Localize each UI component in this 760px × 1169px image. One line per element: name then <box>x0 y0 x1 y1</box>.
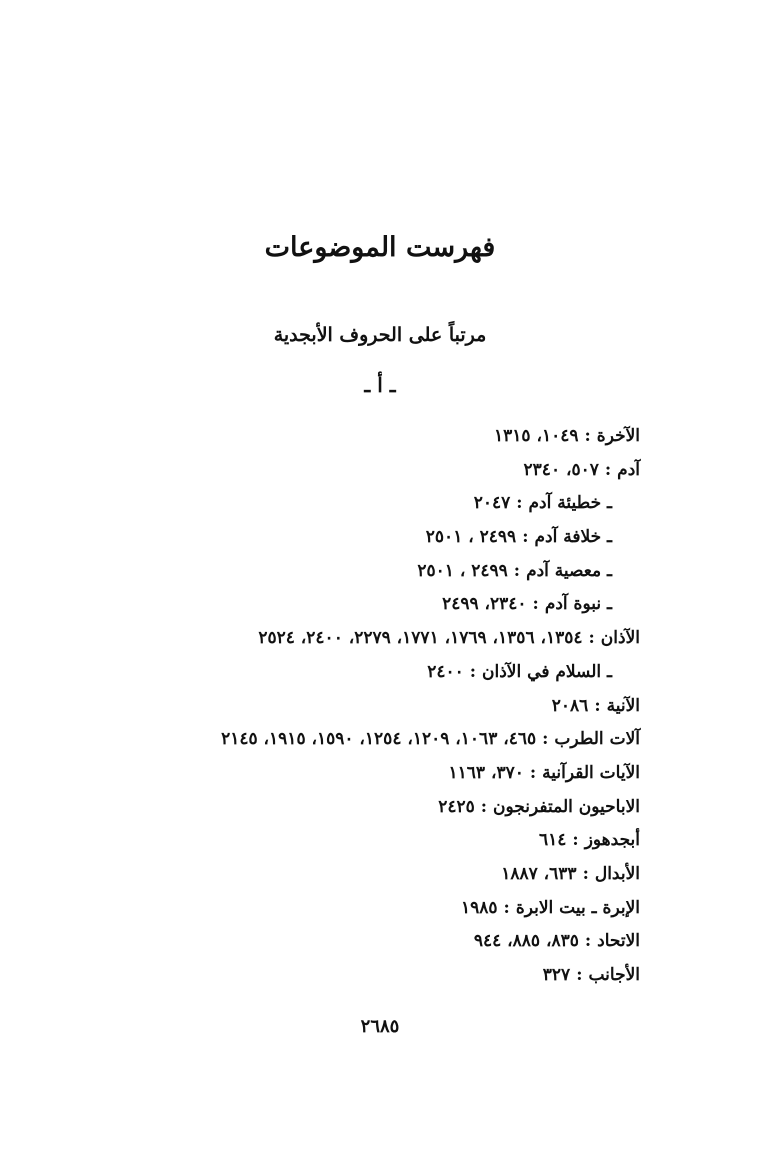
entry-pages: ٢٤٩٩ ، ٢٥٠١ <box>417 560 508 581</box>
letter-section-heading: ـ أ ـ <box>364 373 396 397</box>
entry-term: الاتحاد <box>597 931 640 952</box>
index-entry: الأبدال:٦٣٣، ١٨٨٧ <box>501 863 640 884</box>
page-number: ٢٦٨٥ <box>360 1016 400 1037</box>
index-entry: الآذان:١٣٥٤، ١٣٥٦، ١٧٦٩، ١٧٧١، ٢٢٧٩، ٢٤٠٠، ٢٥٢٤ <box>258 628 640 649</box>
entry-term: أبجدهوز <box>584 830 640 851</box>
entry-pages: ٤٦٥، ١٠٦٣، ١٢٠٩، ١٢٥٤، ١٥٩٠، ١٩١٥، ٢١٤٥ <box>221 729 537 750</box>
index-entry: آدم:٥٠٧، ٢٣٤٠ <box>523 459 640 480</box>
entry-term: الاباحيون المتفرنجون <box>493 796 640 817</box>
entry-term: الآنية <box>606 695 640 716</box>
index-entry: الإبرة ـ بيت الابرة:١٩٨٥ <box>461 897 640 918</box>
index-subentry: ـ خطيئة آدم:٢٠٤٧ <box>473 493 612 514</box>
entry-pages: ٢٠٨٦ <box>551 695 589 716</box>
page-subtitle: مرتباً على الحروف الأبجدية <box>273 324 487 346</box>
entry-term: الإبرة ـ بيت الابرة <box>515 897 640 918</box>
entry-pages: ٣٧٠، ١١٦٣ <box>448 762 524 783</box>
entry-pages: ١٠٤٩، ١٣١٥ <box>494 426 579 446</box>
entry-term: الأجانب <box>588 965 640 985</box>
index-entry: آلات الطرب:٤٦٥، ١٠٦٣، ١٢٠٩، ١٢٥٤، ١٥٩٠، ١٩١٥، ٢١٤٥ <box>221 729 640 750</box>
index-subentry: ـ السلام في الآذان:٢٤٠٠ <box>427 661 612 682</box>
entry-pages: ٨٣٥، ٨٨٥، ٩٤٤ <box>473 931 579 952</box>
entry-term: آلات الطرب <box>554 729 640 750</box>
index-subentry: ـ نبوة آدم:٢٣٤٠، ٢٤٩٩ <box>442 594 612 615</box>
entry-term: الآيات القرآنية <box>542 762 640 783</box>
entry-term: ـ نبوة آدم <box>544 594 612 615</box>
index-entry: الأجانب:٣٢٧ <box>542 965 640 985</box>
entry-pages: ٣٢٧ <box>542 965 571 985</box>
entry-term: ـ السلام في الآذان <box>482 661 612 682</box>
entry-pages: ١٩٨٥ <box>461 897 498 918</box>
entry-pages: ٦١٤ <box>539 830 567 851</box>
index-entry: الاباحيون المتفرنجون:٢٤٢٥ <box>438 796 640 817</box>
entry-term: ـ معصية آدم <box>526 560 612 581</box>
index-entry-list <box>40 420 640 993</box>
entry-pages: ٦٣٣، ١٨٨٧ <box>501 863 577 884</box>
entry-pages: ٢٤٠٠ <box>427 661 464 682</box>
index-subentry: ـ خلافة آدم:٢٤٩٩ ، ٢٥٠١ <box>425 527 612 548</box>
entry-term: الآذان <box>600 628 640 649</box>
entry-term: ـ خطيئة آدم <box>528 493 612 514</box>
entry-pages: ٢٤٩٩ ، ٢٥٠١ <box>425 527 517 548</box>
entry-term: آدم <box>617 459 640 480</box>
index-entry: الاتحاد:٨٣٥، ٨٨٥، ٩٤٤ <box>473 931 640 952</box>
entry-pages: ٢٠٤٧ <box>473 493 511 514</box>
entry-pages: ٢٣٤٠، ٢٤٩٩ <box>442 594 527 615</box>
page-title: فهرست الموضوعات <box>264 232 496 263</box>
entry-term: الأبدال <box>594 863 640 884</box>
entry-pages: ١٣٥٤، ١٣٥٦، ١٧٦٩، ١٧٧١، ٢٢٧٩، ٢٤٠٠، ٢٥٢٤ <box>258 628 583 649</box>
entry-pages: ٥٠٧، ٢٣٤٠ <box>523 459 599 480</box>
index-entry: الآيات القرآنية:٣٧٠، ١١٦٣ <box>448 762 640 783</box>
index-subentry: ـ معصية آدم:٢٤٩٩ ، ٢٥٠١ <box>417 560 612 581</box>
entry-term: الآخرة <box>596 426 640 446</box>
index-entry: الآنية:٢٠٨٦ <box>551 695 640 716</box>
entry-term: ـ خلافة آدم <box>534 527 612 548</box>
index-entry: الآخرة:١٠٤٩، ١٣١٥ <box>494 426 640 446</box>
index-entry: أبجدهوز:٦١٤ <box>539 830 640 851</box>
entry-pages: ٢٤٢٥ <box>438 796 475 817</box>
